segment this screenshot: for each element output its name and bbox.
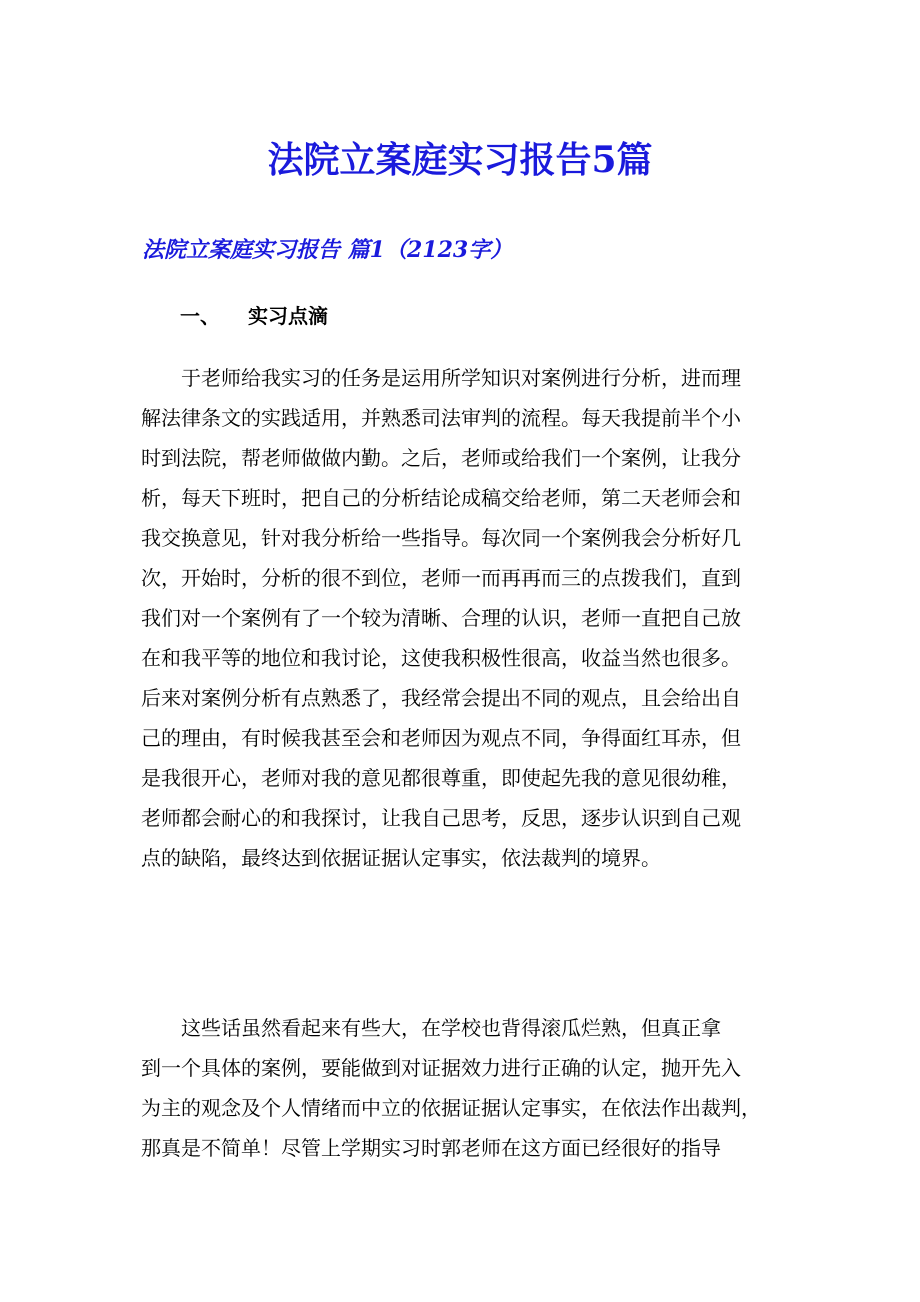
paragraph-line: 时到法院，帮老师做做内勤。之后，老师或给我们一个案例，让我分 xyxy=(141,446,741,470)
paragraph-line: 为主的观念及个人情绪而中立的依据证据认定事实，在依法作出裁判， xyxy=(141,1096,761,1120)
paragraph-1 xyxy=(141,358,781,878)
subheading-text: 实习点滴 xyxy=(248,304,328,328)
paragraph-line: 解法律条文的实践适用，并熟悉司法审判的流程。每天我提前半个小 xyxy=(141,406,741,430)
document-title: 法院立案庭实习报告5篇 xyxy=(267,139,653,181)
paragraph-line: 是我很开心，老师对我的意见都很尊重，即使起先我的意见很幼稚， xyxy=(141,766,741,790)
paragraph-line: 那真是不简单！尽管上学期实习时郭老师在这方面已经很好的指导 xyxy=(141,1136,721,1160)
paragraph-line: 这些话虽然看起来有些大，在学校也背得滚瓜烂熟，但真正拿 xyxy=(181,1016,721,1040)
paragraph-line: 析，每天下班时，把自己的分析结论成稿交给老师，第二天老师会和 xyxy=(141,486,741,510)
paragraph-line: 次，开始时，分析的很不到位，老师一而再再而三的点拨我们，直到 xyxy=(141,566,741,590)
paragraph-line: 老师都会耐心的和我探讨，让我自己思考，反思，逐步认识到自己观 xyxy=(141,806,741,830)
paragraph-line: 我们对一个案例有了一个较为清晰、合理的认识，老师一直把自己放 xyxy=(141,606,741,630)
subheading xyxy=(180,298,328,334)
paragraph-line: 我交换意见，针对我分析给一些指导。每次同一个案例我会分析好几 xyxy=(141,526,741,550)
subheading-number: 一、 xyxy=(180,304,220,328)
paragraph-line: 于老师给我实习的任务是运用所学知识对案例进行分析，进而理 xyxy=(181,366,741,390)
paragraph-line: 点的缺陷，最终达到依据证据认定事实，依法裁判的境界。 xyxy=(141,846,661,870)
section-heading: 法院立案庭实习报告 篇1（2123字） xyxy=(142,237,513,263)
paragraph-line: 到一个具体的案例，要能做到对证据效力进行正确的认定，抛开先入 xyxy=(141,1056,741,1080)
paragraph-line: 在和我平等的地位和我讨论，这使我积极性很高，收益当然也很多。 xyxy=(141,646,741,670)
paragraph-line: 己的理由，有时候我甚至会和老师因为观点不同，争得面红耳赤，但 xyxy=(141,726,741,750)
paragraph-line: 后来对案例分析有点熟悉了，我经常会提出不同的观点，且会给出自 xyxy=(141,686,741,710)
paragraph-2 xyxy=(141,1008,781,1168)
